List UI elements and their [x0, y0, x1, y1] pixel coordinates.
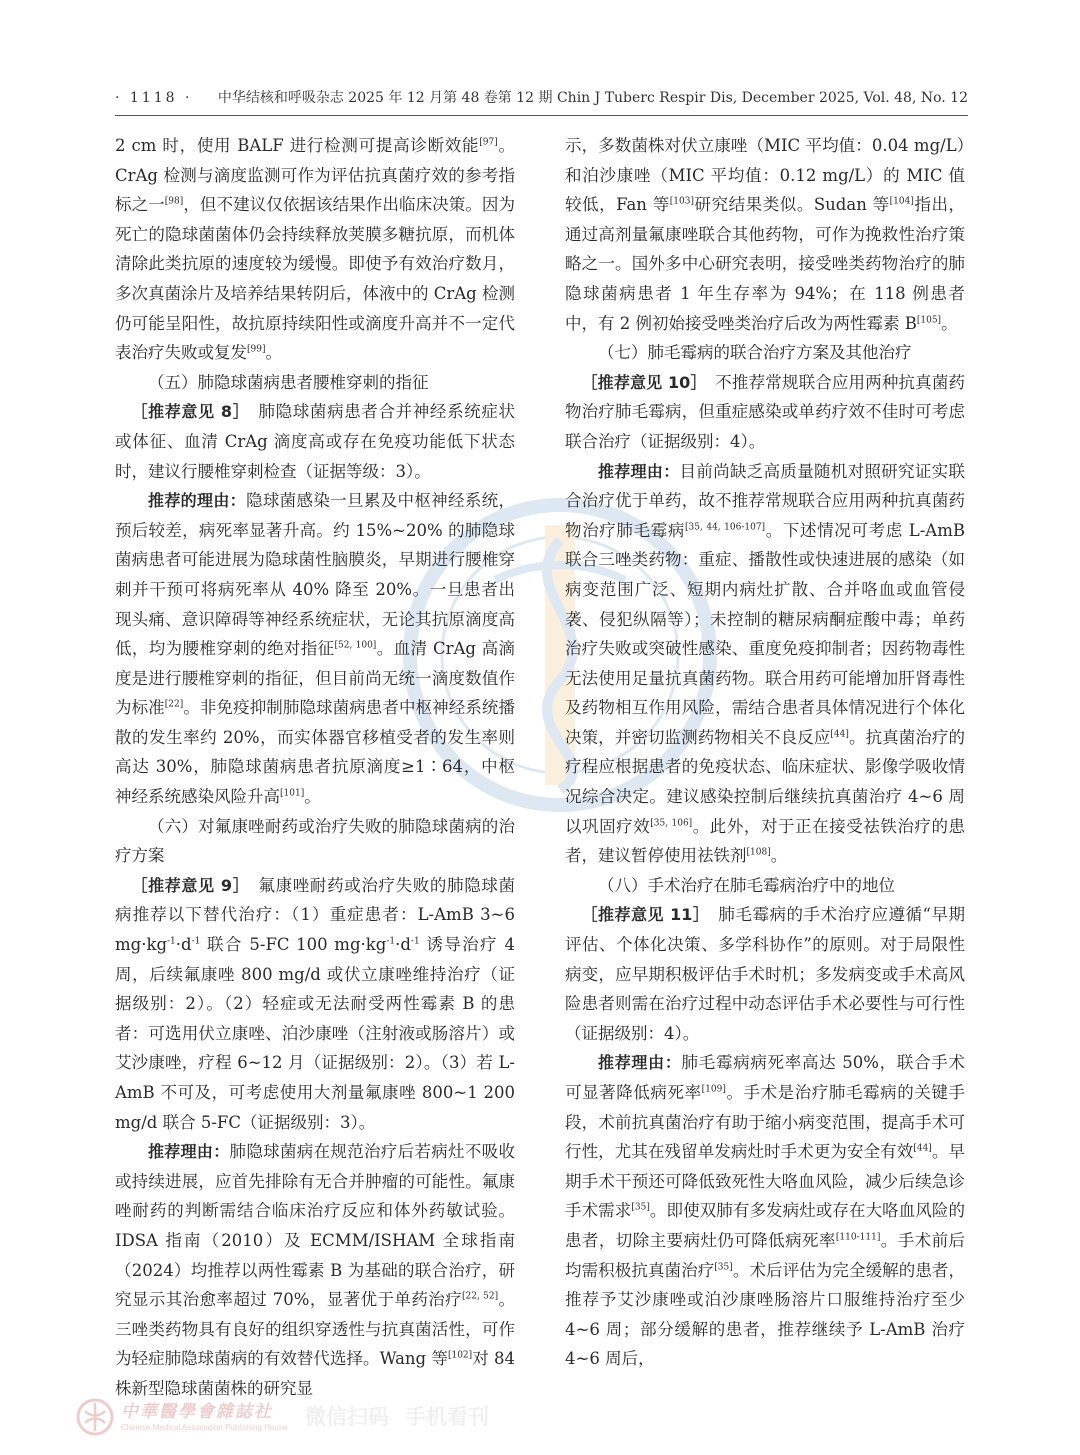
recommendation-11: ［推荐意见 11］ 肺毛霉病的手术治疗应遵循“早期评估、个体化决策、多学科协作”的原则。对于局限性病变，应早期积极评估手术时机；多发病变或手术高风险患者则需在治疗过程中动态评估手术必要性与可行性（证据级别：4）。 — [565, 905, 965, 1043]
journal-citation: 中华结核和呼吸杂志 2025 年 12 月第 48 卷第 12 期 Chin J Tuberc Respir Dis, December 2025, Vol. 48, No. 12 — [217, 90, 968, 106]
paragraph: 2 cm 时，使用 BALF 进行检测可提高诊断效能[97]。CrAg 检测与滴度监测可作为评估抗真菌疗效的参考指标之一[98]，但不建议仅依据该结果作出临床决策。因为死亡的隐球菌菌体仍会持续释放荚膜多糖抗原，而机体清除此类抗原的速度较为缓慢。即使予有效治疗数月，多次真菌涂片及培养结果转阴后，体液中的 CrAg 检测仍可能呈阳性，故抗原持续阳性或滴度升高并不一定代表治疗失败或复发[99]。 — [115, 136, 516, 363]
paragraph: 示，多数菌株对伏立康唑（MIC 平均值：0.04 mg/L）和泊沙康唑（MIC 平均值：0.12 mg/L）的 MIC 值较低，Fan 等[103]研究结果类似。Sudan 等[104]指出，通过高剂量氟康唑联合其他药物，可作为挽救性治疗策略之一。国外多中心研究表明，接受唑类药物治疗的肺隐球菌病患者 1 年生存率为 94%；在 118 例患者中，有 2 例初始接受唑类治疗后改为两性霉素 B[105]。 — [565, 136, 965, 333]
reason-11: 推荐理由：肺毛霉病病死率高达 50%，联合手术可显著降低病死率[109]。手术是治疗肺毛霉病的关键手段，术前抗真菌治疗有助于缩小病变范围，提高手术可行性，尤其在残留单发病灶时手术更为安全有效[44]。早期手术干预还可降低致死性大咯血风险，减少后续急诊手术需求[35]。即使双肺有多发病灶或存在大咯血风险的患者，切除主要病灶仍可降低病死率[110-111]。手术前后均需积极抗真菌治疗[35]。术后评估为完全缓解的患者，推荐予艾沙康唑或泊沙康唑肠溶片口服维持治疗至少 4~6 周；部分缓解的患者，推荐继续予 L-AmB 治疗 4~6 周后， — [565, 1053, 966, 1369]
publisher-logo-icon — [75, 1397, 115, 1437]
section-heading-7: （七）肺毛霉病的联合治疗方案及其他治疗 — [598, 343, 912, 363]
right-column — [565, 131, 965, 1374]
section-heading-8: （八）手术治疗在肺毛霉病治疗中的地位 — [598, 875, 895, 895]
app-watermark-1: 微信扫码 — [305, 1405, 389, 1429]
app-watermark-2: 手机看刊 — [405, 1405, 489, 1429]
publisher-name-en: Chinese Medical Association Publishing House — [121, 1423, 288, 1432]
publisher-name-cn: 中華醫學會雜誌社 — [121, 1402, 273, 1422]
reason-9: 推荐理由：肺隐球菌病在规范治疗后若病灶不吸收或持续进展，应首先排除有无合并肿瘤的可能性。氟康唑耐药的判断需结合临床治疗反应和体外药敏试验。IDSA 指南（2010）及 ECMM/ISHAM 全球指南（2024）均推荐以两性霉素 B 为基础的联合治疗，研究显示其治愈率超过 70%，显著优于单药治疗[22, 52]。三唑类药物具有良好的组织穿透性与抗真菌活性，可作为轻症肺隐球菌病的有效替代选择。Wang 等[102]对 84 株新型隐球菌菌株的研究显 — [115, 1142, 516, 1398]
header-divider — [115, 115, 968, 116]
reason-8: 推荐的理由：隐球菌感染一旦累及中枢神经系统，预后较差，病死率显著升高。约 15%~20% 的肺隐球菌病患者可能进展为隐球菌性脑膜炎，早期进行腰椎穿刺并干预可将病死率从 40% 降至 20%。一旦患者出现头痛、意识障碍等神经系统症状，无论其抗原滴度高低，均为腰椎穿刺的绝对指征[52, 100]。血清 CrAg 高滴度是进行腰椎穿刺的指征，但目前尚无统一滴度数值作为标准[22]。非免疫抑制肺隐球菌病患者中枢神经系统播散的发生率约 20%，而实体器官移植受者的发生率则高达 30%，肺隐球菌病患者抗原滴度≥1∶64，中枢神经系统感染风险升高[101]。 — [115, 491, 516, 807]
section-heading-5: （五）肺隐球菌病患者腰椎穿刺的指征 — [148, 372, 429, 392]
left-column — [115, 131, 515, 1404]
recommendation-9: ［推荐意见 9］ 氟康唑耐药或治疗失败的肺隐球菌病推荐以下替代治疗：（1）重症患者：L-AmB 3~6 $mg\cdot kg^{-1}\cdot d^{-1}$ 联合 5-FC 100 $mg\cdot kg^{-1}\cdot d^{-1}$ 诱导治疗 4 周，后续氟康唑 800 mg/d 或伏立康唑维持治疗（证据级别：2）。（2）轻症或无法耐受两性霉素 B 的患者：可选用伏立康唑、泊沙康唑（注射液或肠溶片）或艾沙康唑，疗程 6~12 月（证据级别：2）。（3）若 L-AmB 不可及，可考虑使用大剂量氟康唑 800~1 200 mg/d 联合 5-FC（证据级别：3）。 — [115, 875, 515, 1132]
publisher-watermark — [75, 1395, 515, 1445]
recommendation-10: ［推荐意见 10］ 不推荐常规联合应用两种抗真菌药物治疗肺毛霉病，但重症感染或单药疗效不佳时可考虑联合治疗（证据级别：4）。 — [565, 372, 965, 451]
recommendation-8: ［推荐意见 8］ 肺隐球菌病患者合并神经系统症状或体征、血清 CrAg 滴度高或存在免疫功能低下状态时，建议行腰椎穿刺检查（证据等级：3）。 — [115, 402, 515, 481]
reason-10: 推荐理由：目前尚缺乏高质量随机对照研究证实联合治疗优于单药，故不推荐常规联合应用两种抗真菌药物治疗肺毛霉病[35, 44, 106-107]。下述情况可考虑 L-AmB 联合三唑类药物：重症、播散性或快速进展的感染（如病变范围广泛、短期内病灶扩散、合并咯血或血管侵袭、侵犯纵隔等）；未控制的糖尿病酮症酸中毒；单药治疗失败或突破性感染、重度免疫抑制者；因药物毒性无法使用足量抗真菌药物。联合用药可能增加肝肾毒性及药物相互作用风险，需结合患者具体情况进行个体化决策，并密切监测药物相关不良反应[44]。抗真菌治疗的疗程应根据患者的免疫状态、临床症状、影像学吸收情况综合决定。建议感染控制后继续抗真菌治疗 4~6 周以巩固疗效[35, 106]。此外，对于正在接受祛铁治疗的患者，建议暂停使用祛铁剂[108]。 — [565, 461, 966, 866]
section-heading-6: （六）对氟康唑耐药或治疗失败的肺隐球菌病的治疗方案 — [115, 816, 515, 866]
page-number: · 1118 · — [115, 90, 193, 106]
running-header — [115, 86, 968, 110]
